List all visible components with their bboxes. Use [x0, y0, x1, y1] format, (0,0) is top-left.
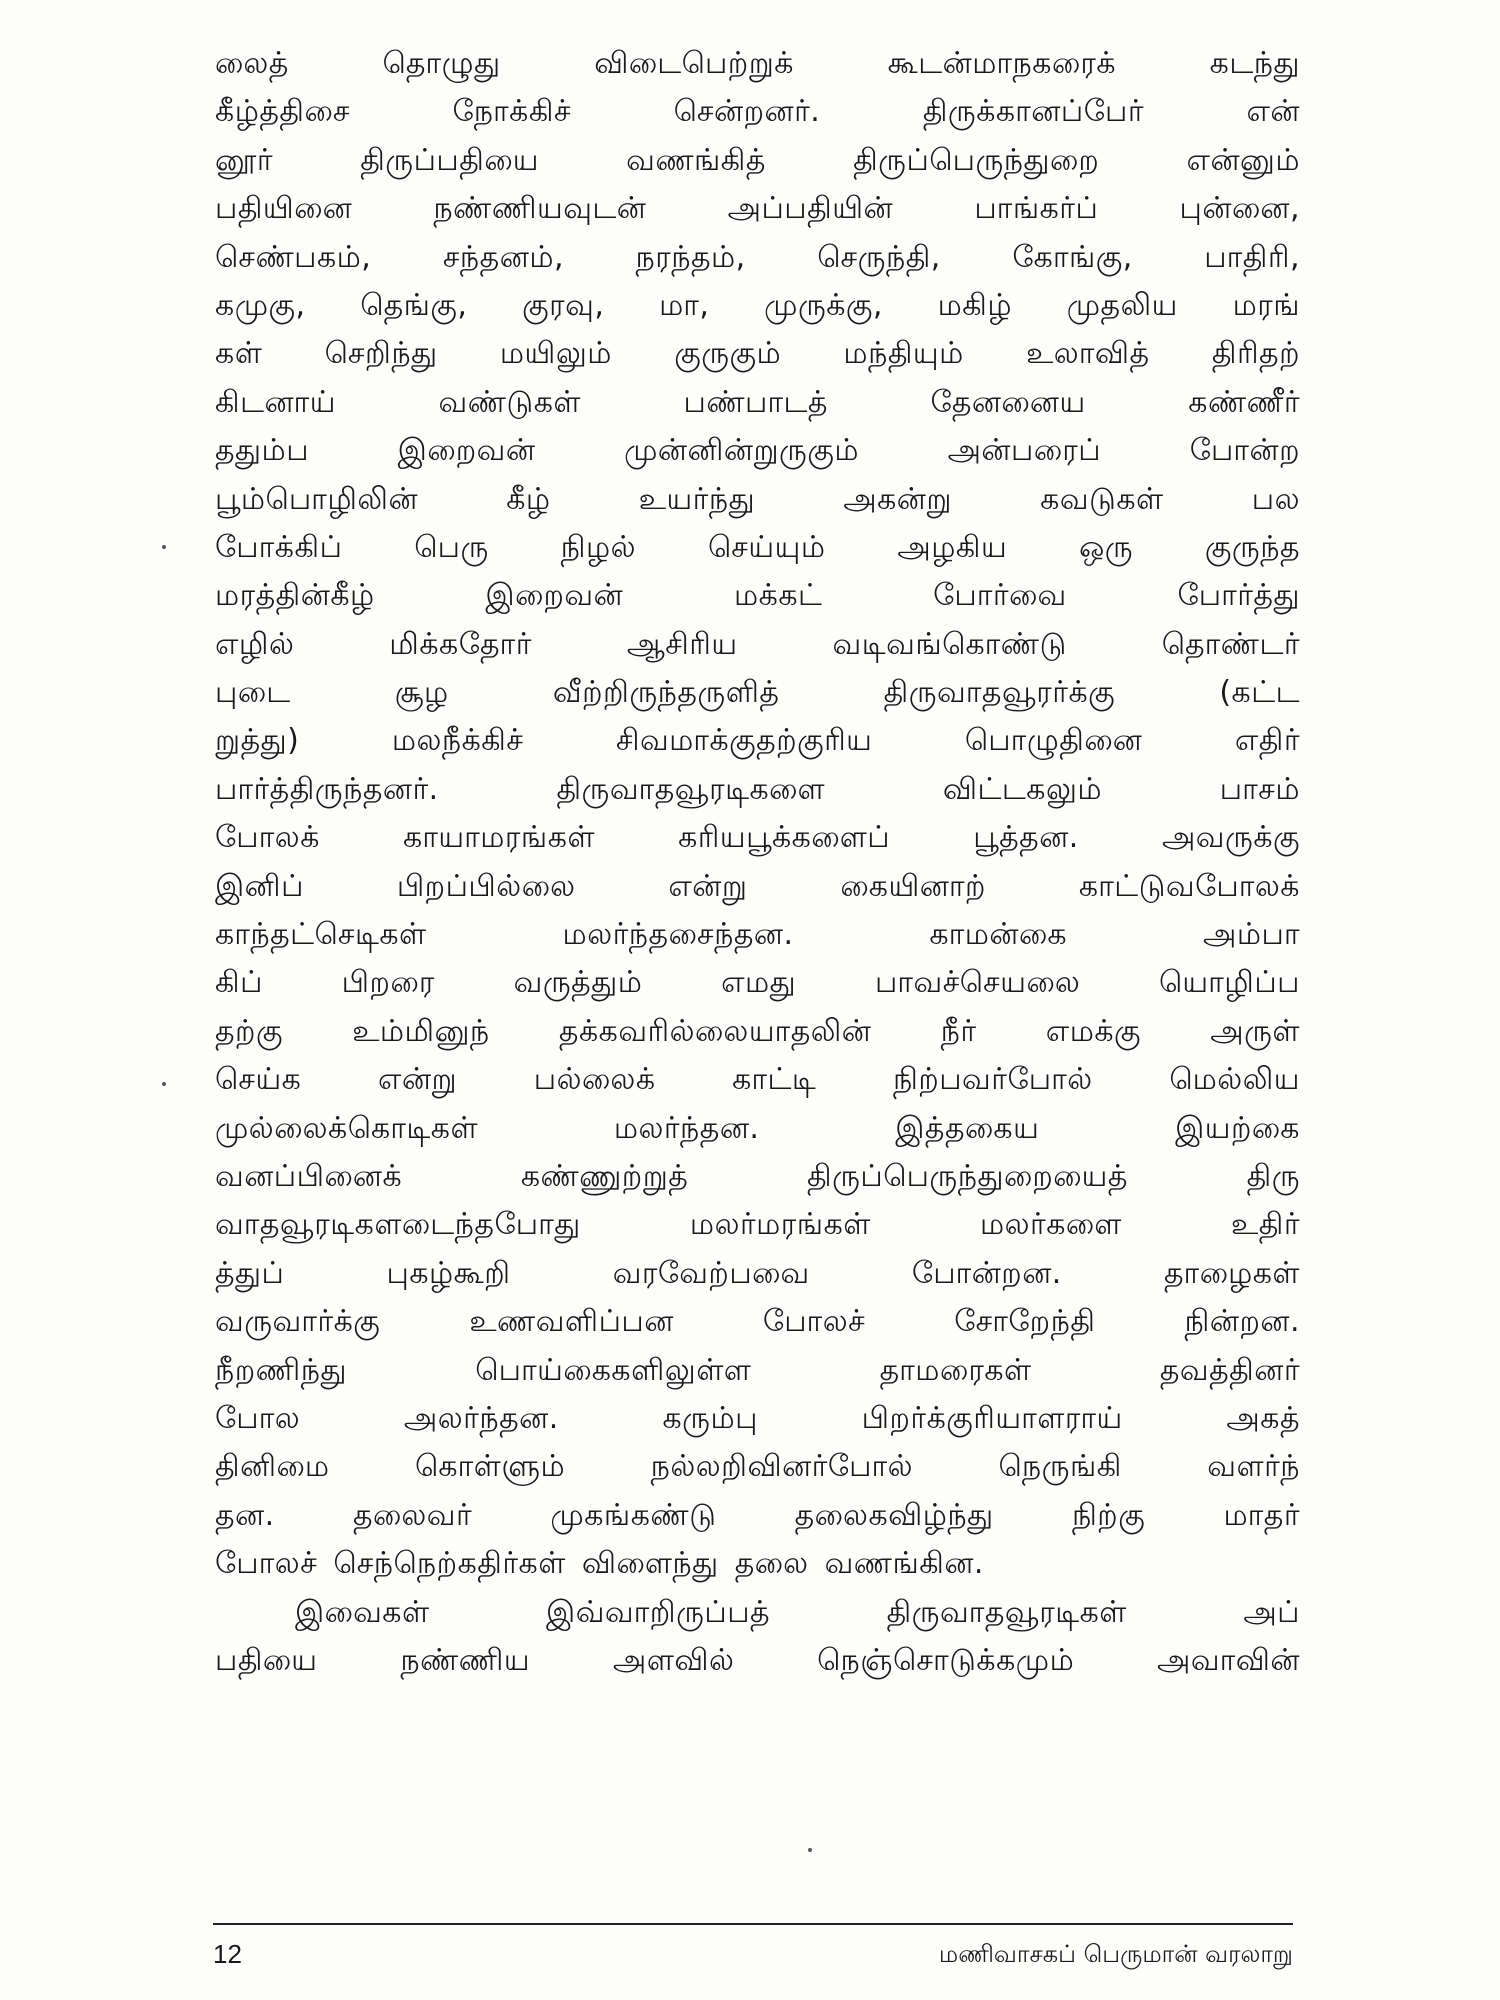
text-line: இனிப் பிறப்பில்லை என்று கையினாற் காட்டுவபோலக் [215, 868, 1300, 904]
text-line: போலக் காயாமரங்கள் கரியபூக்களைப் பூத்தன. அவருக்கு [215, 820, 1300, 856]
scan-speck [808, 1848, 812, 1852]
footer-rule [213, 1923, 1293, 1925]
text-line: வனப்பினைக் கண்ணுற்றுத் திருப்பெருந்துறையைத் திரு [215, 1158, 1300, 1194]
text-line: பதியை நண்ணிய அளவில் நெஞ்சொடுக்கமும் அவாவின் [215, 1642, 1300, 1678]
text-line: முல்லைக்கொடிகள் மலர்ந்தன. இத்தகைய இயற்கை [215, 1110, 1300, 1146]
body-text [215, 40, 1300, 1685]
scan-speck [162, 1082, 166, 1086]
text-line: போல அலர்ந்தன. கரும்பு பிறர்க்குரியாளராய் அகத் [215, 1400, 1300, 1436]
text-line: மரத்தின்கீழ் இறைவன் மக்கட் போர்வை போர்த்து [215, 578, 1300, 614]
text-line: தன. தலைவர் முகங்கண்டு தலைகவிழ்ந்து நிற்கு மாதர் [215, 1497, 1300, 1533]
text-line: காந்தட்செடிகள் மலர்ந்தசைந்தன. காமன்கை அம்பா [215, 917, 1300, 953]
page-number: 12 [213, 1939, 242, 1969]
text-line: பதியினை நண்ணியவுடன் அப்பதியின் பாங்கர்ப் புன்னை, [215, 191, 1300, 227]
text-line: பூம்பொழிலின் கீழ் உயர்ந்து அகன்று கவடுகள் பல [215, 481, 1300, 517]
text-line: தற்கு உம்மினுந் தக்கவரில்லையாதலின் நீர் எமக்கு அருள் [215, 1013, 1300, 1049]
text-line: கமுகு, தெங்கு, குரவு, மா, முருக்கு, மகிழ் முதலிய மரங் [215, 287, 1300, 323]
paragraph-end-line: போலச் செந்நெற்கதிர்கள் விளைந்து தலை வணங்கின. [215, 1546, 984, 1582]
paragraph-start-line: இவைகள் இவ்வாறிருப்பத் திருவாதவூரடிகள் அப் [295, 1594, 1300, 1630]
text-line: கிப் பிறரை வருத்தும் எமது பாவச்செயலை யொழிப்ப [215, 965, 1300, 1001]
text-line: வருவார்க்கு உணவளிப்பன போலச் சோறேந்தி நின்றன. [215, 1304, 1300, 1340]
text-line: புடை சூழ வீற்றிருந்தருளித் திருவாதவூரர்க்கு (கட்ட [215, 675, 1300, 711]
text-line: லைத் தொழுது விடைபெற்றுக் கூடன்மாநகரைக் கடந்து [215, 46, 1300, 81]
text-line: நீறணிந்து பொய்கைகளிலுள்ள தாமரைகள் தவத்தினர் [215, 1352, 1300, 1388]
text-line: கிடனாய் வண்டுகள் பண்பாடத் தேனனைய கண்ணீர் [215, 384, 1300, 420]
text-line: செய்க என்று பல்லைக் காட்டி நிற்பவர்போல் மெல்லிய [215, 1062, 1300, 1098]
scan-speck [162, 545, 166, 549]
text-line: றுத்து) மலநீக்கிச் சிவமாக்குதற்குரிய பொழுதினை எதிர் [215, 723, 1300, 759]
text-line: எழில் மிக்கதோர் ஆசிரிய வடிவங்கொண்டு தொண்டர் [215, 626, 1300, 662]
text-line: தினிமை கொள்ளும் நல்லறிவினர்போல் நெருங்கி வளர்ந் [215, 1449, 1300, 1485]
text-line: கீழ்த்திசை நோக்கிச் சென்றனர். திருக்கானப்பேர் என் [215, 94, 1300, 130]
text-line: வாதவூரடிகளடைந்தபோது மலர்மரங்கள் மலர்களை உதிர் [215, 1207, 1300, 1243]
text-line: பார்த்திருந்தனர். திருவாதவூரடிகளை விட்டகலும் பாசம் [215, 771, 1300, 807]
text-line: ததும்ப இறைவன் முன்னின்றுருகும் அன்பரைப் போன்ற [215, 433, 1300, 469]
text-line: த்துப் புகழ்கூறி வரவேற்பவை போன்றன. தாழைகள் [215, 1255, 1300, 1291]
text-line: செண்பகம், சந்தனம், நரந்தம், செருந்தி, கோங்கு, பாதிரி, [215, 239, 1300, 275]
text-line: னூர் திருப்பதியை வணங்கித் திருப்பெருந்துறை என்னும் [215, 142, 1300, 178]
text-line: கள் செறிந்து மயிலும் குருகும் மந்தியும் உலாவித் திரிதற் [215, 336, 1300, 372]
text-line: போக்கிப் பெரு நிழல் செய்யும் அழகிய ஒரு குருந்த [215, 529, 1300, 565]
running-footer-title: மணிவாசகப் பெருமான் வரலாறு [938, 1940, 1293, 1968]
